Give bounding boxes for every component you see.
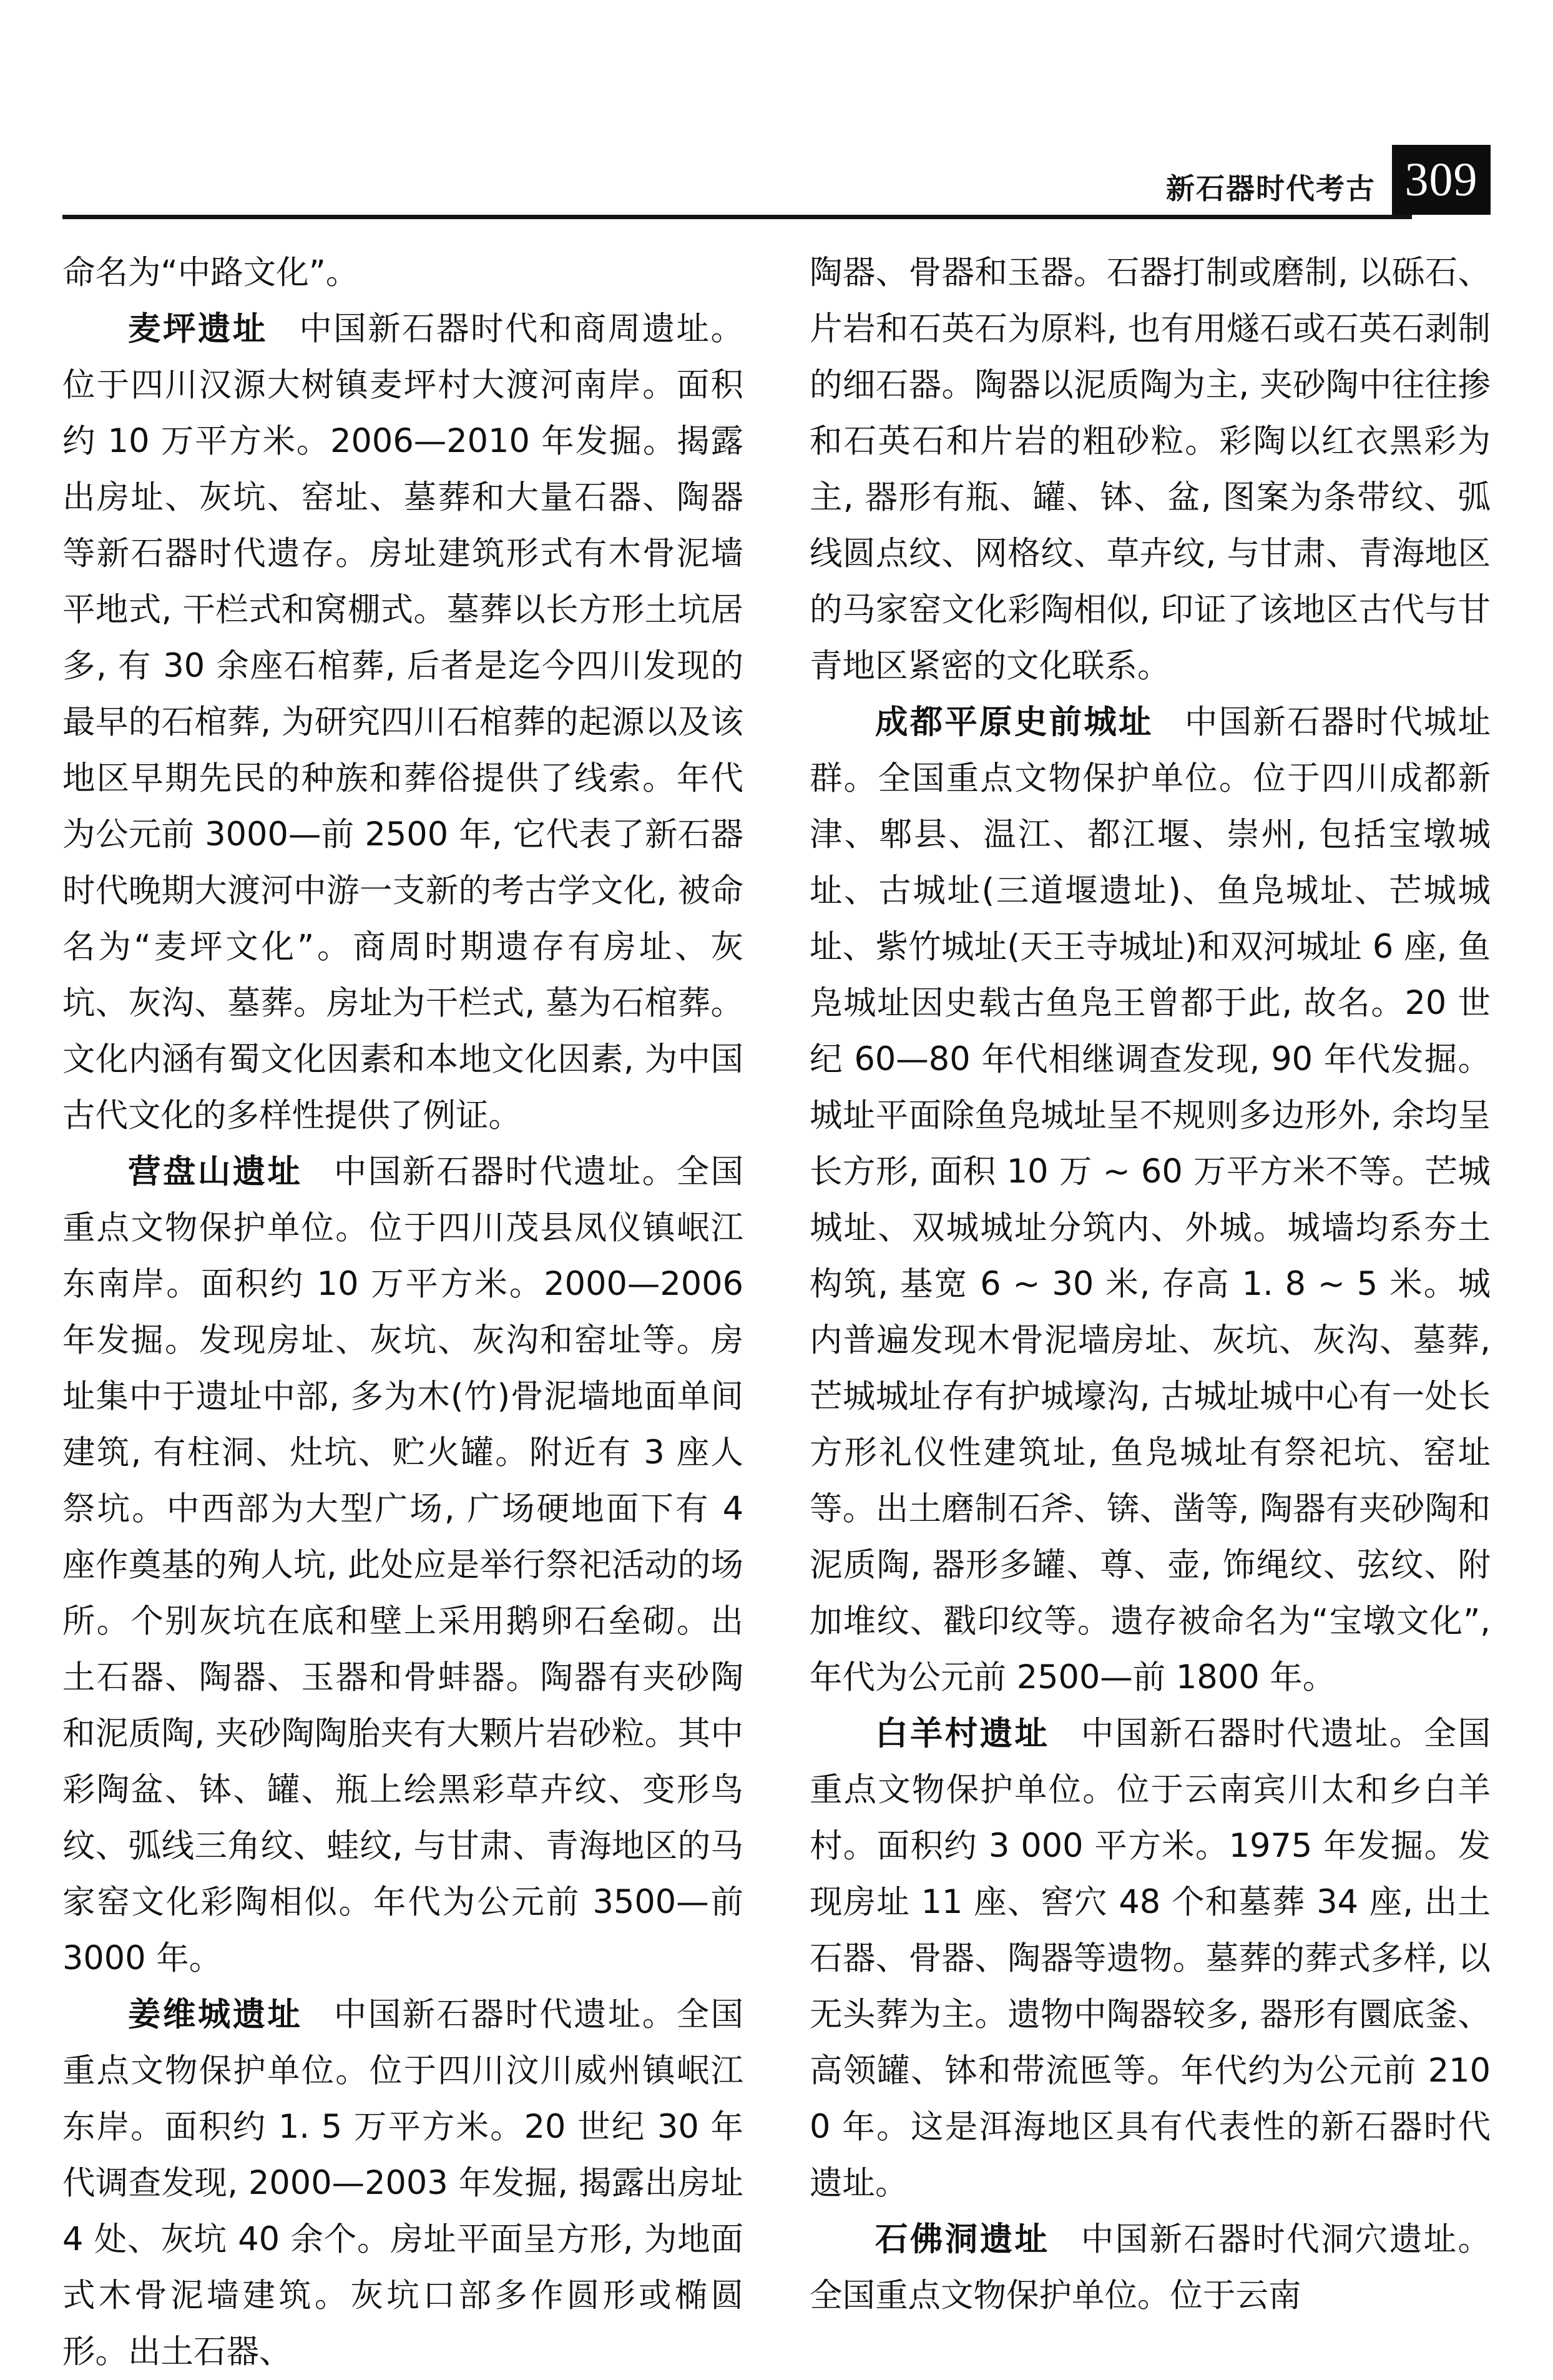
entry-paragraph <box>810 2211 1491 2324</box>
running-title: 新石器时代考古 <box>1166 172 1376 205</box>
entry-paragraph <box>810 694 1491 1706</box>
entry-paragraph <box>62 301 743 1144</box>
running-head <box>62 142 1491 219</box>
right-column <box>810 245 1491 2380</box>
entry-headword: 成都平原史前城址 <box>875 703 1154 741</box>
entry-body-text: 中国新石器时代和商周遗址。位于四川汉源大树镇麦坪村大渡河南岸。面积约 10 万平方米。2006—2010 年发掘。揭露出房址、灰坑、窑址、墓葬和大量石器、陶器等新石器时代遗存。房址建筑形式有木骨泥墙平地式, 干栏式和窝棚式。墓葬以长方形土坑居多, 有 30 余座石棺葬, 后者是迄今四川发现的最早的石棺葬, 为研究四川石棺葬的起源以及该地区早期先民的种族和葬俗提供了线索。年代为公元前 3000—前 2500 年, 它代表了新石器时代晚期大渡河中游一支新的考古学文化, 被命名为“麦坪文化”。商周时期遗存有房址、灰坑、灰沟、墓葬。房址为干栏式, 墓为石棺葬。文化内涵有蜀文化因素和本地文化因素, 为中国古代文化的多样性提供了例证。 <box>62 310 743 1134</box>
entry-headword: 白羊村遗址 <box>875 1714 1050 1753</box>
entry-body-text: 中国新石器时代城址群。全国重点文物保护单位。位于四川成都新津、郫县、温江、都江堰、崇州, 包括宝墩城址、古城址(三道堰遗址)、鱼凫城址、芒城城址、紫竹城址(天王寺城址)和双河城址 6 座, 鱼凫城址因史载古鱼凫王曾都于此, 故名。20 世纪 60—80 年代相继调查发现, 90 年代发掘。城址平面除鱼凫城址呈不规则多边形外, 余均呈长方形, 面积 10 万 ~ 60 万平方米不等。芒城城址、双城城址分筑内、外城。城墙均系夯土构筑, 基宽 6 ~ 30 米, 存高 1. 8 ~ 5 米。城内普遍发现木骨泥墙房址、灰坑、灰沟、墓葬, 芒城城址存有护城壕沟, 古城址城中心有一处长方形礼仪性建筑址, 鱼凫城址有祭祀坑、窑址等。出土磨制石斧、锛、凿等, 陶器有夹砂陶和泥质陶, 器形多罐、尊、壶, 饰绳纹、弦纹、附加堆纹、戳印纹等。遗存被命名为“宝墩文化”, 年代为公元前 2500—前 1800 年。 <box>810 703 1491 1696</box>
entry-headword: 姜维城遗址 <box>128 1995 303 2033</box>
entry-paragraph <box>810 1706 1491 2211</box>
continuation-paragraph <box>810 245 1491 694</box>
entry-body-text: 命名为“中路文化”。 <box>62 253 359 292</box>
text-columns <box>62 245 1491 2380</box>
header-rule <box>62 215 1412 219</box>
entry-body-text: 中国新石器时代洞穴遗址。全国重点文物保护单位。位于云南 <box>810 2220 1491 2314</box>
entry-body-text: 陶器、骨器和玉器。石器打制或磨制, 以砾石、片岩和石英石为原料, 也有用燧石或石英石剥制的细石器。陶器以泥质陶为主, 夹砂陶中往往掺和石英石和片岩的粗砂粒。彩陶以红衣黑彩为主, 器形有瓶、罐、钵、盆, 图案为条带纹、弧线圆点纹、网格纹、草卉纹, 与甘肃、青海地区的马家窑文化彩陶相似, 印证了该地区古代与甘青地区紧密的文化联系。 <box>810 253 1491 685</box>
continuation-paragraph <box>62 245 743 301</box>
entry-paragraph <box>62 1987 743 2380</box>
entry-body-text: 中国新石器时代遗址。全国重点文物保护单位。位于四川茂县凤仪镇岷江东南岸。面积约 10 万平方米。2000—2006 年发掘。发现房址、灰坑、灰沟和窑址等。房址集中于遗址中部, 多为木(竹)骨泥墙地面单间建筑, 有柱洞、灶坑、贮火罐。附近有 3 座人祭坑。中西部为大型广场, 广场硬地面下有 4 座作奠基的殉人坑, 此处应是举行祭祀活动的场所。个别灰坑在底和壁上采用鹅卵石垒砌。出土石器、陶器、玉器和骨蚌器。陶器有夹砂陶和泥质陶, 夹砂陶陶胎夹有大颗片岩砂粒。其中彩陶盆、钵、罐、瓶上绘黑彩草卉纹、变形鸟纹、弧线三角纹、蛙纹, 与甘肃、青海地区的马家窑文化彩陶相似。年代为公元前 3500—前 3000 年。 <box>62 1153 743 1977</box>
entry-headword: 麦坪遗址 <box>128 310 268 348</box>
entry-headword: 营盘山遗址 <box>128 1153 303 1191</box>
page-number-badge: 309 <box>1392 145 1491 215</box>
left-column <box>62 245 743 2380</box>
running-head-inner <box>1166 145 1491 215</box>
entry-paragraph <box>62 1144 743 1987</box>
entry-body-text: 中国新石器时代遗址。全国重点文物保护单位。位于云南宾川太和乡白羊村。面积约 3 000 平方米。1975 年发掘。发现房址 11 座、窖穴 48 个和墓葬 34 座, 出土石器、骨器、陶器等遗物。墓葬的葬式多样, 以无头葬为主。遗物中陶器较多, 器形有圜底釜、高领罐、钵和带流匜等。年代约为公元前 2100 年。这是洱海地区具有代表性的新石器时代遗址。 <box>810 1714 1491 2202</box>
entry-body-text: 中国新石器时代遗址。全国重点文物保护单位。位于四川汶川威州镇岷江东岸。面积约 1. 5 万平方米。20 世纪 30 年代调查发现, 2000—2003 年发掘, 揭露出房址 4 处、灰坑 40 余个。房址平面呈方形, 为地面式木骨泥墙建筑。灰坑口部多作圆形或椭圆形。出土石器、 <box>62 1995 743 2371</box>
entry-headword: 石佛洞遗址 <box>875 2220 1050 2258</box>
